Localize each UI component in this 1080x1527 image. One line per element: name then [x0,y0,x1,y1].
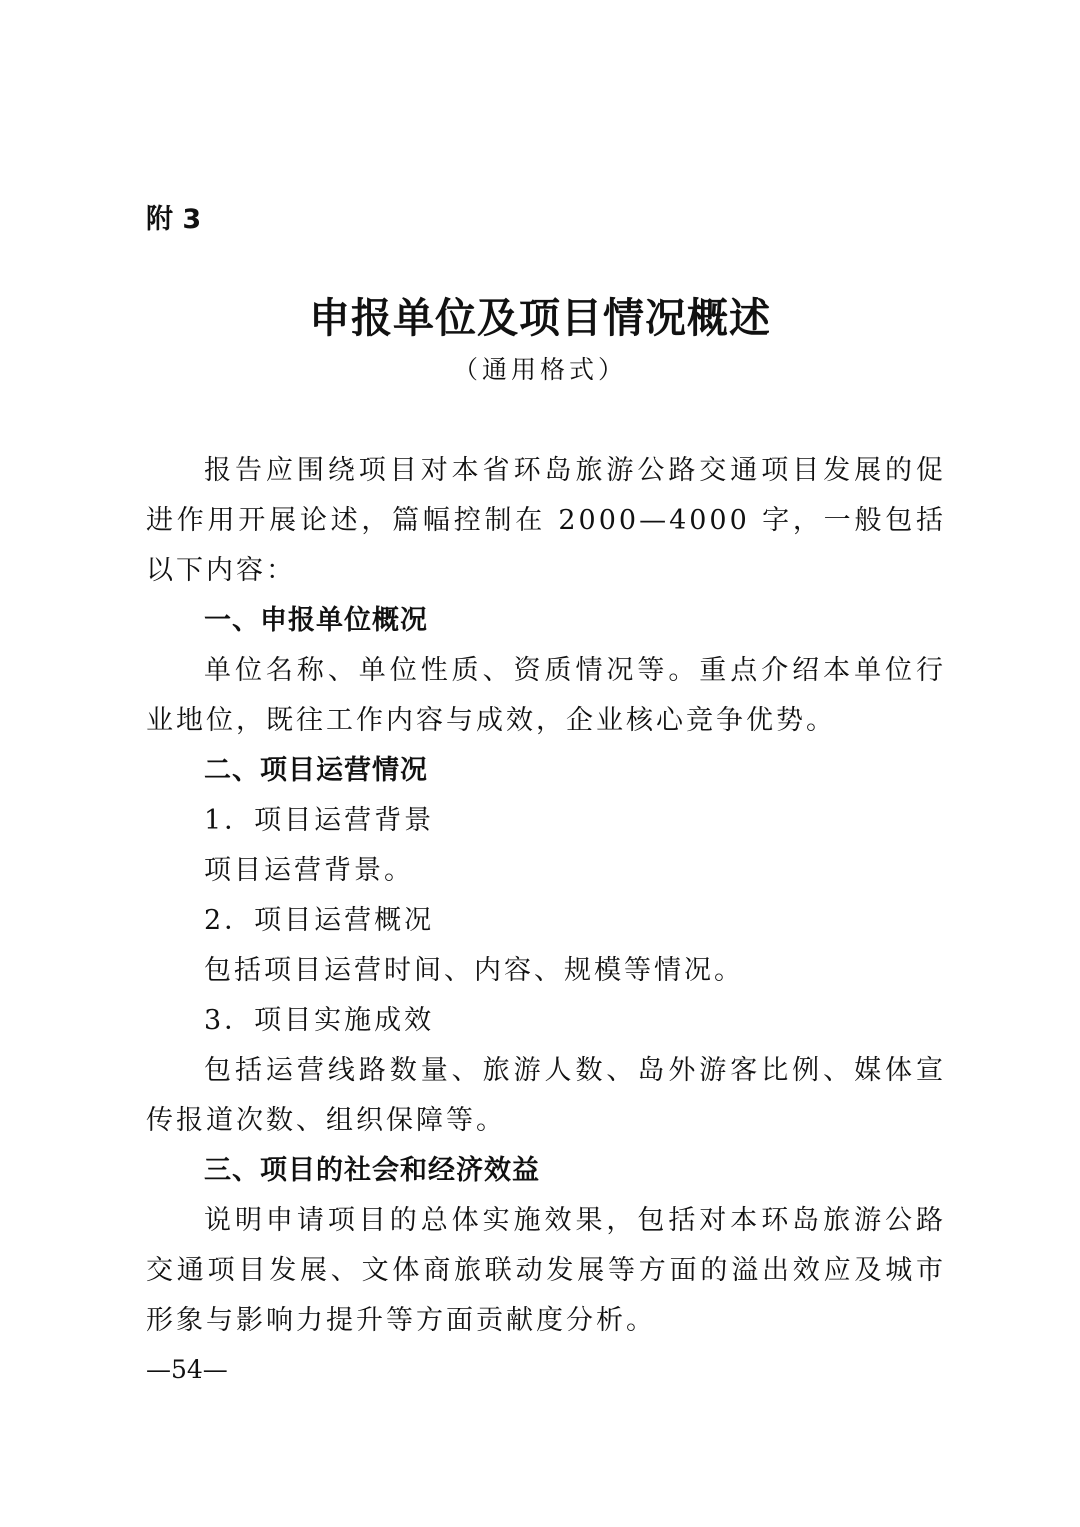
section-3-paragraph: 说明申请项目的总体实施效果，包括对本环岛旅游公路交通项目发展、文体商旅联动发展等方面的溢出效应及城市形象与影响力提升等方面贡献度分析。 [146,1205,946,1336]
subsection-heading-2-3: 3．项目实施成效 [204,1005,435,1036]
subsection-2-3-paragraph: 包括运营线路数量、旅游人数、岛外游客比例、媒体宣传报道次数、组织保障等。 [146,1055,946,1136]
attachment-label: 附 3 [146,204,202,235]
section-1-paragraph: 单位名称、单位性质、资质情况等。重点介绍本单位行业地位，既往工作内容与成效，企业核心竞争优势。 [146,655,946,736]
section-heading-2: 二、项目运营情况 [204,755,428,786]
section-heading-3: 三、项目的社会和经济效益 [204,1155,540,1186]
intro-paragraph: 报告应围绕项目对本省环岛旅游公路交通项目发展的促进作用开展论述，篇幅控制在 2000—4000 字，一般包括以下内容： [146,455,946,586]
subsection-heading-2-2: 2．项目运营概况 [204,905,435,936]
subsection-2-1-paragraph: 项目运营背景。 [204,855,414,886]
subsection-heading-2-1: 1．项目运营背景 [204,805,435,836]
page-number: —54— [146,1355,228,1384]
subsection-2-2-paragraph: 包括项目运营时间、内容、规模等情况。 [204,955,744,986]
document-subtitle: （通用格式） [452,355,627,384]
document-body [146,446,946,1346]
document-title: 申报单位及项目情况概述 [309,294,771,342]
section-heading-1: 一、申报单位概况 [204,605,428,636]
